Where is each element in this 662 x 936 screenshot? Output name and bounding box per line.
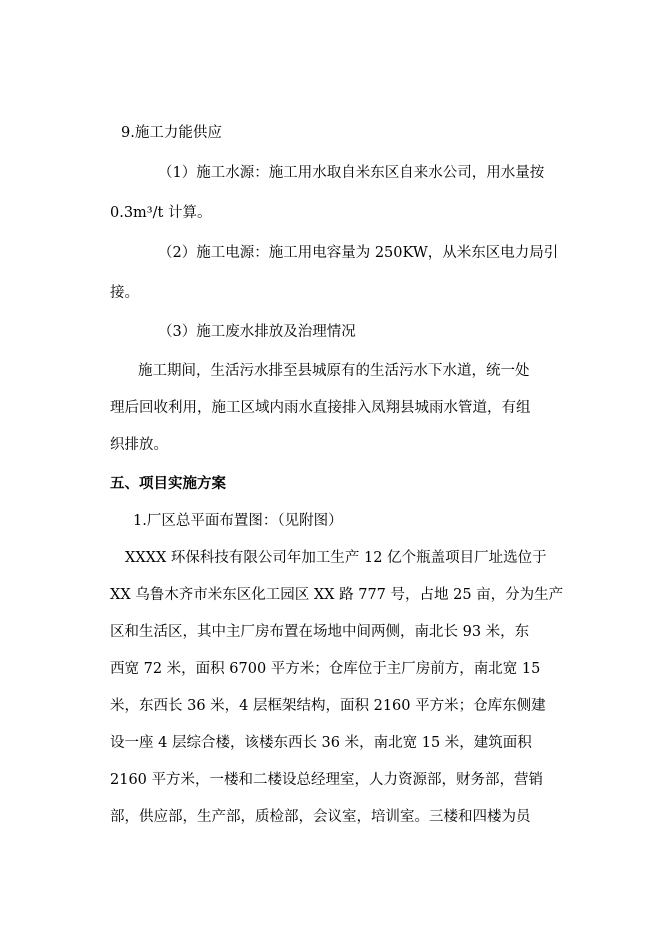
paragraph-line: 织排放。 <box>110 437 168 453</box>
paragraph-line: （2）施工电源：施工用电容量为 250KW，从米东区电力局引 <box>158 245 559 261</box>
paragraph-line: 区和生活区，其中主厂房布置在场地中间两侧，南北长 93 米，东 <box>110 624 530 640</box>
subsection-heading: 1.厂区总平面布置图：（见附图） <box>133 513 343 529</box>
paragraph-line: 设一座 4 层综合楼，该楼东西长 36 米，南北宽 15 米，建筑面积 <box>110 735 532 751</box>
paragraph-line: 接。 <box>110 285 139 301</box>
paragraph-line: 部，供应部，生产部，质检部，会议室，培训室。三楼和四楼为员 <box>110 809 531 825</box>
paragraph-line: XX 乌鲁木齐市米东区化工园区 XX 路 777 号，占地 25 亩，分为生产 <box>110 587 564 603</box>
paragraph-line: （3）施工废水排放及治理情况 <box>158 324 356 340</box>
section-item-9: 9.施工力能供应 <box>121 125 222 141</box>
paragraph-line: 2160 平方米，一楼和二楼设总经理室，人力资源部，财务部，营销 <box>110 772 544 788</box>
paragraph-line: 0.3m³/t 计算。 <box>110 205 212 221</box>
paragraph-line: XXXX 环保科技有限公司年加工生产 12 亿个瓶盖项目厂址选位于 <box>125 550 547 566</box>
paragraph-line: 理后回收利用，施工区域内雨水直接排入凤翔县城雨水管道，有组 <box>110 400 531 416</box>
paragraph-line: 施工期间，生活污水排至县城原有的生活污水下水道，统一处 <box>138 363 530 379</box>
section-heading: 五、项目实施方案 <box>110 476 226 492</box>
paragraph-line: 米，东西长 36 米，4 层框架结构，面积 2160 平方米；仓库东侧建 <box>110 698 546 714</box>
paragraph-line: （1）施工水源：施工用水取自米东区自来水公司，用水量按 <box>158 165 545 181</box>
paragraph-line: 西宽 72 米，面积 6700 平方米；仓库位于主厂房前方，南北宽 15 <box>110 661 541 677</box>
